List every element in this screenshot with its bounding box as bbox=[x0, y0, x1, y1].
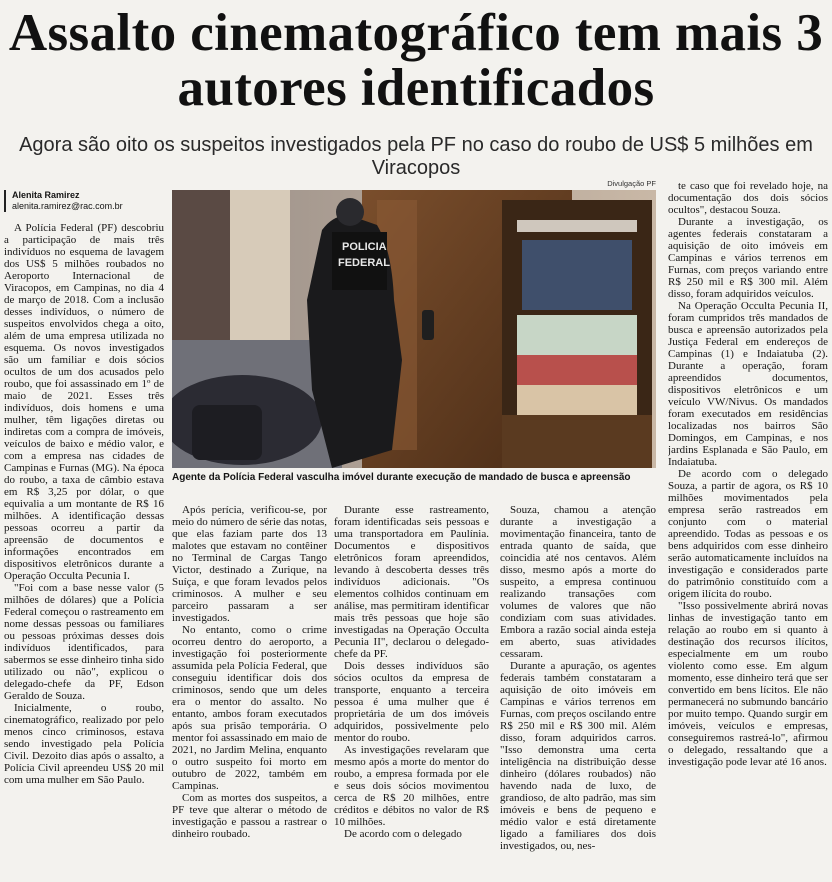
paragraph: As investigações revelaram que mesmo após a morte do mentor do roubo, a empresa formada por ele e seus dois sócios movimentou cerca de R$ 20 milhões, entre créditos e débitos no valor de R$ 10 milhões. bbox=[334, 744, 489, 828]
article-column-5 bbox=[668, 180, 828, 880]
vest-text-line1: POLICIA bbox=[342, 241, 387, 253]
subheadline: Agora são oito os suspeitos investigados pela PF no caso do roubo de US$ 5 milhões em Viracopos bbox=[19, 134, 813, 179]
paragraph: "Isso possivelmente abrirá novas linhas de investigação tanto em relação ao roubo em si quanto à destinação dos recursos ilícitos, especialmente em um roubo violento como esse. Em algum momento, esse dinheiro terá que ser convertido em bens lícitos. Ele não permanecerá no submundo bancário por muito tempo. Quando surgir em imóveis, veículos e empresas, conseguiremos rastreá-lo", afirmou o delegado, ressaltando que a investigação pode levar até 16 anos. bbox=[668, 600, 828, 768]
paragraph: Durante a apuração, os agentes federais também constataram a aquisição de oito imóveis em Campinas e vários terrenos em Furnas, com preços oscilando entre R$ 250 mil e R$ 300 mil. Além disso, foram adquiridos carros. "Isso demonstra uma certa inteligência na distribuição desse dinheiro (dólares roubados) não havendo nada de luxo, de grandioso, de alto padrão, mas sim imóveis e bens de pequeno e médio valor e está diretamente ligado a familiares dos dois investigados, ou, nes- bbox=[500, 660, 656, 852]
paragraph: "Foi com a base nesse valor (5 milhões de dólares) que a Polícia Federal começou o rastreamento em nome dessas pessoas ou familiares ou pessoas próximas desses dois indivíduos identificados, para sabermos se esse dinheiro tinha sido utilizado ou não", explicou o delegado-chefe da PF, Edson Geraldo de Souza. bbox=[4, 582, 164, 702]
news-photo bbox=[172, 190, 656, 468]
photo-illustration bbox=[172, 190, 656, 468]
paragraph: Dois desses indivíduos são sócios ocultos da empresa de transporte, enquanto a terceira pessoa é uma mulher que é proprietária de um dos imóveis adquiridos, possivelmente pelo mentor do roubo. bbox=[334, 660, 489, 744]
paragraph: te caso que foi revelado hoje, na documentação dos dois sócios ocultos", destacou Souza. bbox=[668, 180, 828, 216]
paragraph: De acordo com o delegado bbox=[344, 828, 462, 840]
article-column-2 bbox=[172, 504, 327, 880]
paragraph: Souza, chamou a atenção durante a investigação a movimentação financeira, tanto de entrada quanto de saída, que coincidia até nos centavos. Além disso, mesmo após a morte do suspeito, a empresa continuou realizando transações com volumes de valores que não condiziam com suas atividades. Embora a razão social ainda esteja em aberto, suas atividades cessaram. bbox=[500, 504, 656, 660]
paragraph: Inicialmente, o roubo, cinematográfico, realizado por pelo menos cinco criminosos, estava sendo investigado pela Polícia Civil. Dezoito dias após o assalto, a Polícia Civil apreendeu US$ 20 mil com uma mulher em São Paulo. bbox=[4, 702, 164, 786]
author-email[interactable]: alenita.ramirez@rac.com.br bbox=[12, 201, 123, 211]
paragraph: Durante esse rastreamento, foram identificadas seis pessoas e uma transportadora em Paulínia. Documentos e dispositivos eletrônicos foram apreendidos, levando à descoberta desses três indivíduos adicionais. "Os elementos colhidos continuam em análise, mas permitiram identificar mais três pessoas que hoje são investigadas na Operação Occulta Pecunia II", declarou o delegado-chefe da PF. bbox=[334, 504, 489, 660]
paragraph: A Polícia Federal (PF) descobriu a participação de mais três indivíduos no esquema de lavagem dos US$ 5 milhões roubados no Aeroporto Internacional de Viracopos, em Campinas, no dia 4 de março de 2018. Com a inclusão desses indivíduos, o número de suspeitos envolvidos chega a oito, além de uma empresa utilizada no esquema. Os novos investigados são um familiar e dois sócios ocultos de um dos acusados pelo roubo, que foi assassinado em 1º de maio de 2021. Esses três indivíduos, dois homens e uma mulher, têm ligações diretas ou indiretas com a compra de imóveis, veículos de baixo e médio valor, e com a empresa nas cidades de Campinas e Furnas (MG). Na época do roubo, a taxa de câmbio estava em R$ 3,25 por dólar, o que equivalia a um montante de R$ 16 milhões. A identificação dessas pessoas ocorreu a partir da apreensão de documentos e informações encontrados em dispositivos eletrônicos durante a Operação Occulta Pecunia I. bbox=[4, 222, 164, 582]
headline: Assalto cinematográfico tem mais 3 autores identificados bbox=[8, 4, 824, 117]
paragraph: No entanto, como o crime ocorreu dentro do aeroporto, a investigação foi posteriormente assumida pela Polícia Federal, que conseguiu identificar dois dos criminosos, sendo que um deles era o mentor do assalto. No entanto, ambos foram executados após sua prisão temporária. O mentor foi assassinado em maio de 2021, no Jardim Melina, enquanto o outro suspeito foi morto em outubro de 2022, também em Campinas. bbox=[172, 624, 327, 792]
byline bbox=[4, 190, 172, 212]
paragraph: Na Operação Occulta Pecunia II, foram cumpridos três mandados de busca e apreensão autorizados pela Justiça Federal em endereços de Campinas (1) e Indaiatuba (2). Durante a operação, foram apreendidos documentos, dispositivos eletrônicos e um veículo VW/Nivus. Os mandados foram executados em residências localizadas nos bairros São Domingos, em Campinas, e nos jardins Esplanada e São Paulo, em Indaiatuba. bbox=[668, 300, 828, 468]
paragraph: Durante a investigação, os agentes federais constataram a aquisição de oito imóveis em Campinas e vários terrenos em Furnas, com preços variando entre R$ 250 mil e R$ 300 mil. Além disso, foram adquiridos veículos. bbox=[668, 216, 828, 300]
paragraph: De acordo com o delegado Souza, a partir de agora, os R$ 10 milhões movimentados pela empresa serão rastreados em conjunto com o material apreendido. Todas as pessoas e os bens adquiridos com esse dinheiro serão automaticamente incluídos na investigação e considerados parte do patrimônio constituído com a origem ilícita do roubo. bbox=[668, 468, 828, 600]
vest-text-line2: FEDERAL bbox=[338, 257, 390, 269]
paragraph: Com as mortes dos suspeitos, a PF teve que alterar o método de investigação e passou a rastrear o dinheiro roubado. bbox=[172, 792, 327, 840]
article-column-3 bbox=[334, 504, 489, 880]
article-column-1 bbox=[4, 222, 164, 880]
article-column-4 bbox=[500, 504, 656, 880]
author-name: Alenita Ramirez bbox=[12, 190, 80, 200]
photo-caption: Agente da Polícia Federal vasculha imóvel durante execução de mandado de busca e apreensão bbox=[172, 472, 631, 483]
photo-credit: Divulgação PF bbox=[607, 179, 656, 188]
paragraph: Após perícia, verificou-se, por meio do número de série das notas, que elas faziam parte dos 13 malotes que estavam no contêiner no Terminal de Cargas Tango Victor, destinado a Zurique, na Suíça, e que foram levados pelos criminosos. A mulher e seu parceiro passaram a ser investigados. bbox=[172, 504, 327, 624]
